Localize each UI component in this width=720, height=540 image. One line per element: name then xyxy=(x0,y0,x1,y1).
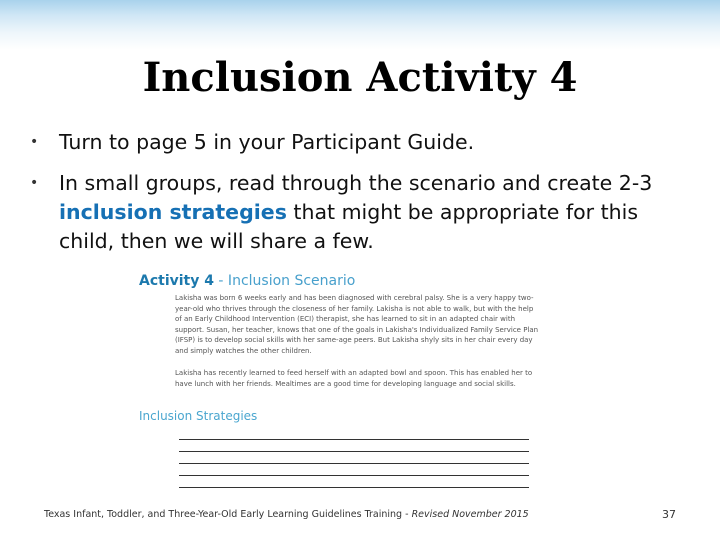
bullet-item xyxy=(30,169,690,256)
bullet-dot-icon: • xyxy=(30,134,39,150)
worksheet-title-rest: - Inclusion Scenario xyxy=(213,273,356,289)
answer-line xyxy=(179,463,529,464)
answer-line xyxy=(179,451,529,452)
bullet-dot-icon: • xyxy=(30,175,39,191)
top-gradient-band xyxy=(0,0,720,50)
answer-line xyxy=(179,475,529,476)
bullet-item xyxy=(30,128,690,157)
answer-line xyxy=(179,487,529,488)
worksheet-thumbnail xyxy=(137,272,547,497)
worksheet-title xyxy=(139,272,355,290)
bullet-text-end: that might be appropriate for this child, then we will share a few. xyxy=(59,200,639,253)
scenario-paragraph: Lakisha has recently learned to feed herself with an adapted bowl and spoon. This has enabled her to have lunch with her friends. Mealtimes are a good time for developing language and social skills. xyxy=(175,369,533,388)
worksheet-title-bold: Activity 4 xyxy=(139,273,214,289)
bullet-text-start: In small groups, read through the scenario and create 2-3 xyxy=(59,171,653,195)
bullet-text: Turn to page 5 in your Participant Guide. xyxy=(59,130,475,154)
bullet-list xyxy=(30,128,690,268)
answer-line xyxy=(179,439,529,440)
footer-source: Texas Infant, Toddler, and Three-Year-Old Early Learning Guidelines Training - xyxy=(44,509,412,520)
scenario-paragraph: Lakisha was born 6 weeks early and has been diagnosed with cerebral palsy. She is a very happy two-year-old who thrives through the closeness of her family. Lakisha is not able to walk, but with the help of an Early Childhood Intervention (ECI) therapist, she has learned to sit in an adapted chair with support. Susan, her teacher, knows that one of the goals in Lakisha's Individualized Family Service Plan (IFSP) is to develop social skills with her same-age peers. But Lakisha shyly sits in her chair every day and simply watches the other children. xyxy=(175,294,539,355)
page-number: 37 xyxy=(662,508,676,521)
slide-title: Inclusion Activity 4 xyxy=(142,54,578,101)
strategies-label: Inclusion Strategies xyxy=(139,409,258,423)
footer-text xyxy=(44,509,529,521)
footer-revised: Revised November 2015 xyxy=(411,509,529,520)
highlight-term: inclusion strategies xyxy=(59,200,287,224)
